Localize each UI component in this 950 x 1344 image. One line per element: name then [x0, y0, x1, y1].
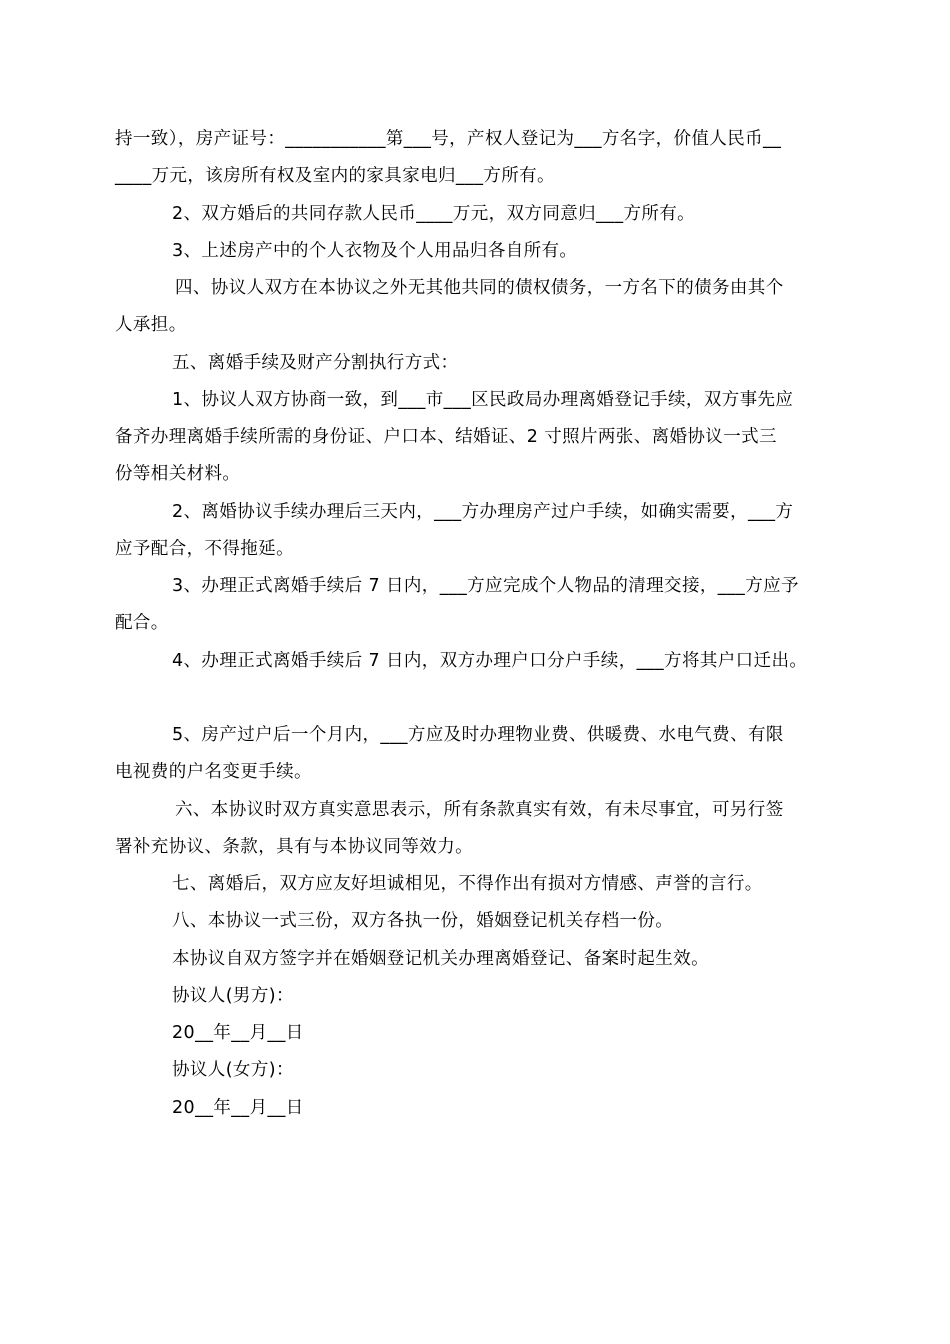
text-line: 配合。 — [115, 613, 169, 633]
text-line: 4、办理正式离婚手续后 7 日内，双方办理户口分户手续，___方将其户口迁出。 — [172, 651, 808, 671]
signature-date-female: 20__年__月__日 — [172, 1098, 304, 1118]
text-line: 3、办理正式离婚手续后 7 日内，___方应完成个人物品的清理交接，___方应予 — [172, 576, 799, 596]
text-line: 电视费的户名变更手续。 — [115, 762, 312, 782]
signature-date-male: 20__年__月__日 — [172, 1023, 304, 1043]
text-line: 本协议自双方签字并在婚姻登记机关办理离婚登记、备案时起生效。 — [172, 949, 709, 969]
text-line: 备齐办理离婚手续所需的身份证、户口本、结婚证、2 寸照片两张、离婚协议一式三 — [115, 427, 777, 447]
text-line: 2、离婚协议手续办理后三天内，___方办理房产过户手续，如确实需要，___方 — [172, 502, 794, 522]
text-line: 3、上述房产中的个人衣物及个人用品归各自所有。 — [172, 241, 578, 261]
text-line: 应予配合，不得拖延。 — [115, 539, 294, 559]
text-line: 1、协议人双方协商一致，到___市___区民政局办理离婚登记手续，双方事先应 — [172, 390, 794, 410]
text-line: 四、协议人双方在本协议之外无其他共同的债权债务，一方名下的债务由其个 — [175, 278, 784, 298]
text-line: 署补充协议、条款，具有与本协议同等效力。 — [115, 837, 473, 857]
signature-label-male: 协议人(男方)： — [172, 986, 294, 1006]
text-line: 六、本协议时双方真实意思表示，所有条款真实有效，有未尽事宜，可另行签 — [175, 800, 784, 820]
text-line: 持一致），房产证号：___________第___号，产权人登记为___方名字，价值人民币__ — [115, 129, 782, 149]
text-line: ____万元，该房所有权及室内的家具家电归___方所有。 — [115, 166, 555, 186]
signature-label-female: 协议人(女方)： — [172, 1060, 294, 1080]
text-line: 七、离婚后，双方应友好坦诚相见，不得作出有损对方情感、声誉的言行。 — [172, 874, 763, 894]
text-line: 2、双方婚后的共同存款人民币____万元，双方同意归___方所有。 — [172, 204, 696, 224]
text-line: 人承担。 — [115, 315, 187, 335]
text-line: 八、本协议一式三份，双方各执一份，婚姻登记机关存档一份。 — [172, 911, 674, 931]
text-line: 份等相关材料。 — [115, 464, 241, 484]
text-line: 五、离婚手续及财产分割执行方式： — [172, 353, 459, 373]
text-line: 5、房产过户后一个月内，___方应及时办理物业费、供暖费、水电气费、有限 — [172, 725, 784, 745]
